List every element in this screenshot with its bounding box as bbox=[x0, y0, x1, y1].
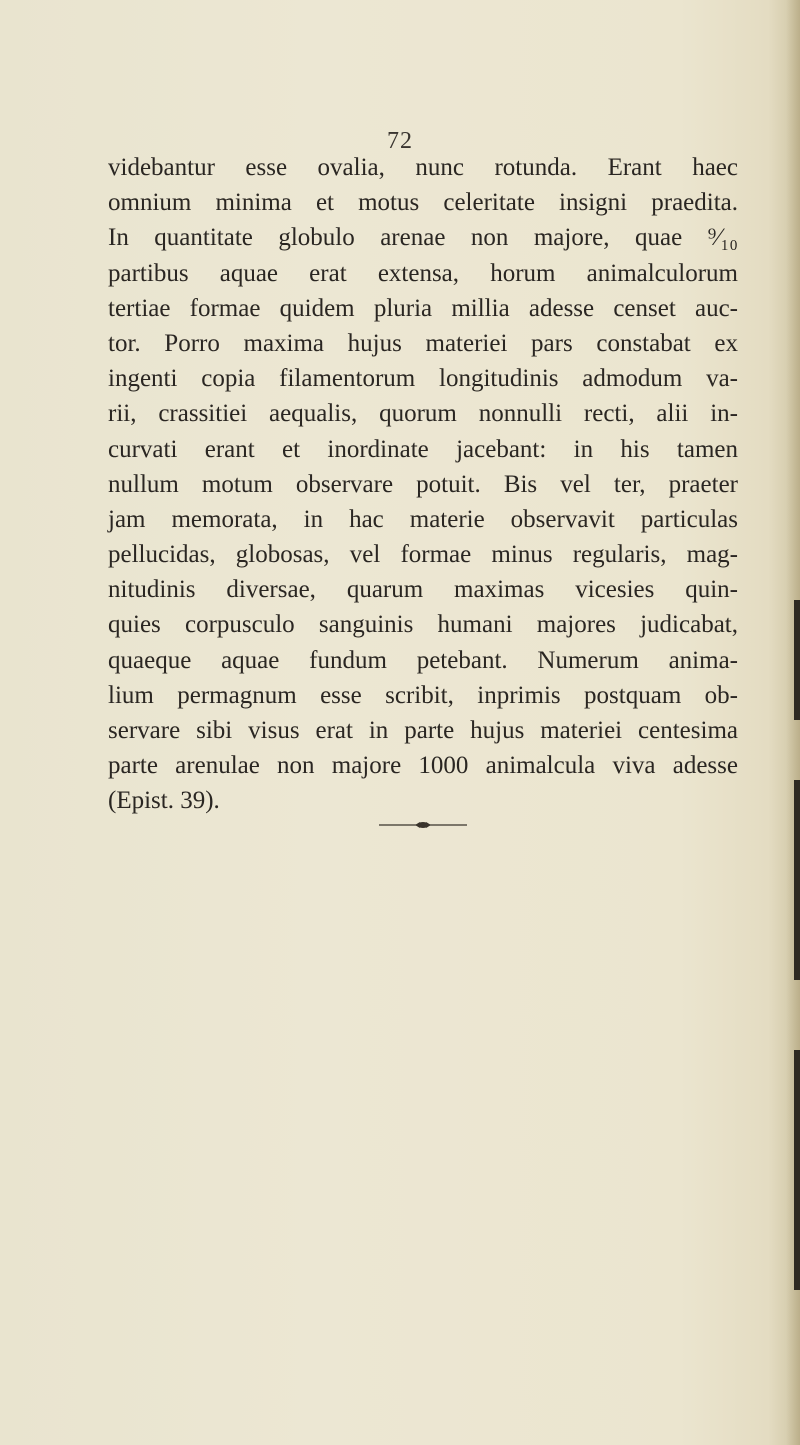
section-end-rule-ornament-icon bbox=[373, 817, 473, 833]
body-text bbox=[108, 150, 738, 819]
page-edge-mark bbox=[794, 780, 800, 980]
text-line: videbantur esse ovalia, nunc rotunda. Erant haec bbox=[108, 154, 738, 181]
text-line: lium permagnum esse scribit, inprimis postquam ob- bbox=[108, 681, 738, 709]
page-edge-mark bbox=[794, 1050, 800, 1290]
text-line: parte arenulae non majore 1000 animalcula viva adesse bbox=[108, 752, 738, 780]
text-line: partibus aquae erat extensa, horum animalculorum bbox=[108, 259, 738, 287]
text-line: quaeque aquae fundum petebant. Numerum anima- bbox=[108, 646, 738, 674]
text-line: curvati erant et inordinate jacebant: in his tamen bbox=[108, 435, 738, 463]
text-line: pellucidas, globosas, vel formae minus regularis, mag- bbox=[108, 541, 738, 569]
text-line: tertiae formae quidem pluria millia adesse censet auc- bbox=[108, 294, 738, 322]
text-line: jam memorata, in hac materie observavit particulas bbox=[108, 505, 738, 533]
text-line: rii, crassitiei aequalis, quorum nonnulli recti, alii in- bbox=[108, 400, 738, 428]
text-line: servare sibi visus erat in parte hujus materiei centesima bbox=[108, 717, 738, 744]
text-line: In quantitate globulo arenae non majore, quae ⁹⁄₁₀ bbox=[108, 224, 738, 252]
text-line: (Epist. 39). bbox=[108, 787, 220, 815]
text-line: nitudinis diversae, quarum maximas vicesies quin- bbox=[108, 576, 738, 604]
text-line: nullum motum observare potuit. Bis vel ter, praeter bbox=[108, 470, 738, 498]
text-line: ingenti copia filamentorum longitudinis admodum va- bbox=[108, 365, 738, 393]
text-line: tor. Porro maxima hujus materiei pars constabat ex bbox=[108, 329, 738, 357]
page-number: 72 bbox=[387, 128, 413, 154]
text-line: quies corpusculo sanguinis humani majores judicabat, bbox=[108, 611, 738, 639]
page-edge-mark bbox=[794, 600, 800, 720]
text-line: omnium minima et motus celeritate insigni praedita. bbox=[108, 189, 738, 217]
